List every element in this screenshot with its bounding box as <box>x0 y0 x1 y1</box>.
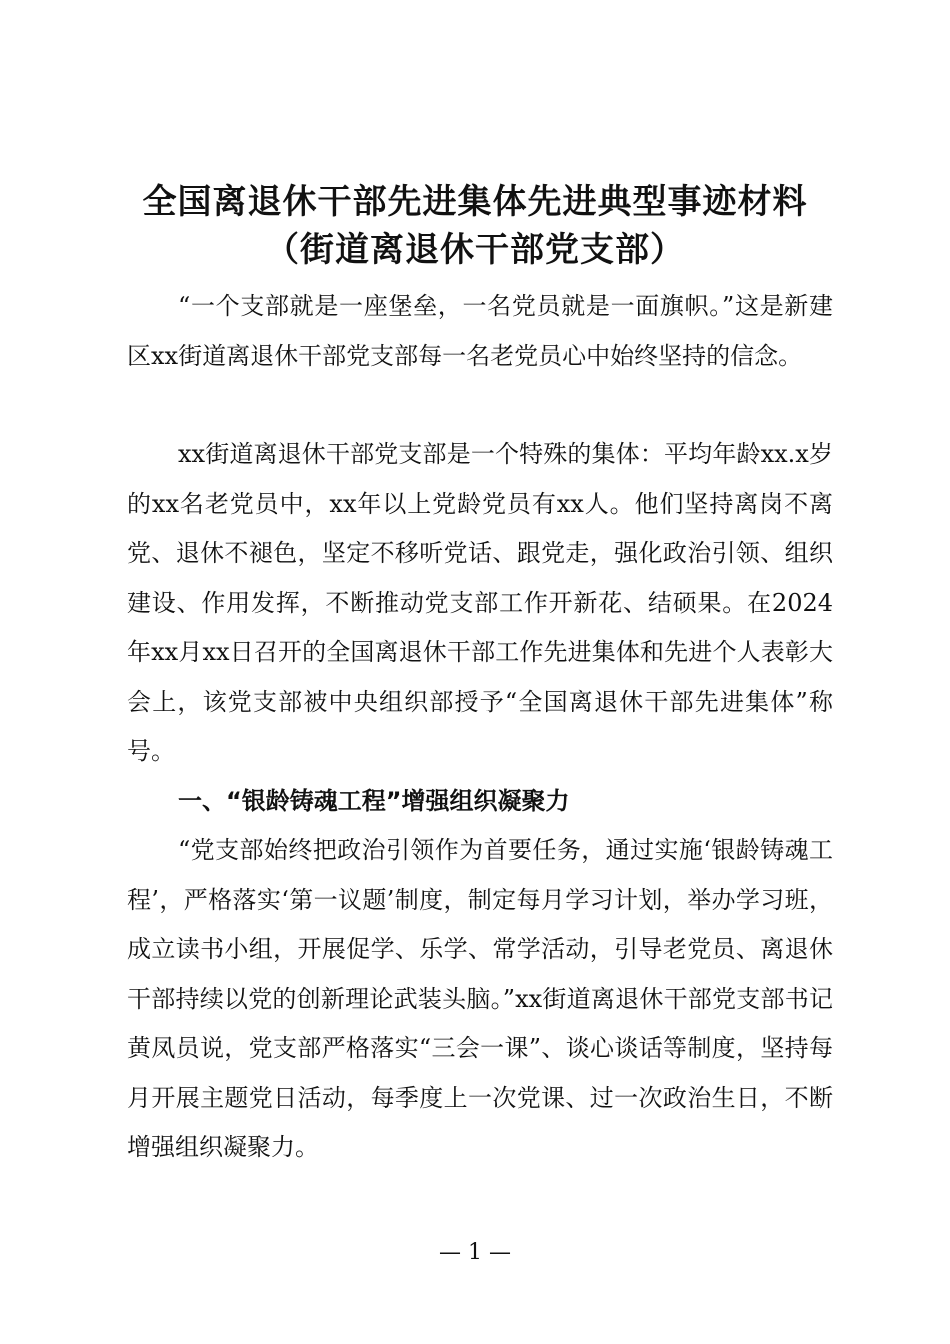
paragraph-text: xx街道离退休干部党支部是一个特殊的集体：平均年龄xx.x岁的xx名老党员中，xx年以上党龄党员有xx人。他们坚持离岗不离党、退休不褪色，坚定不移听党话、跟党走，强化政治引领、组织建设、作用发挥，不断推动党支部工作开新花、结硕果。在2024年xx月xx日召开的全国离退休干部工作先进集体和先进个人表彰大会上，该党支部被中央组织部授予“全国离退休干部先进集体”称号。 <box>127 440 833 765</box>
paragraph-background <box>127 430 833 777</box>
paragraph-text: “一个支部就是一座堡垒，一名党员就是一面旗帜。”这是新建区xx街道离退休干部党支部每一名老党员心中始终坚持的信念。 <box>127 292 833 370</box>
document-subtitle: （街道离退休干部党支部） <box>265 230 685 270</box>
paragraph-section-1 <box>127 826 833 1173</box>
paragraph-text: “党支部始终把政治引领作为首要任务，通过实施‘银龄铸魂工程’，严格落实‘第一议题’制度，制定每月学习计划，举办学习班，成立读书小组，开展促学、乐学、常学活动，引导老党员、离退休干部持续以党的创新理论武装头脑。”xx街道离退休干部党支部书记黄凤员说，党支部严格落实“三会一课”、谈心谈话等制度，坚持每月开展主题党日活动，每季度上一次党课、过一次政治生日，不断增强组织凝聚力。 <box>127 836 833 1161</box>
section-heading-text: 一、“银龄铸魂工程”增强组织凝聚力 <box>178 787 570 815</box>
document-title: 全国离退休干部先进集体先进典型事迹材料 <box>142 182 808 222</box>
page-number: — 1 — <box>439 1240 511 1265</box>
paragraph-intro <box>127 282 833 381</box>
section-heading-1 <box>127 777 833 827</box>
